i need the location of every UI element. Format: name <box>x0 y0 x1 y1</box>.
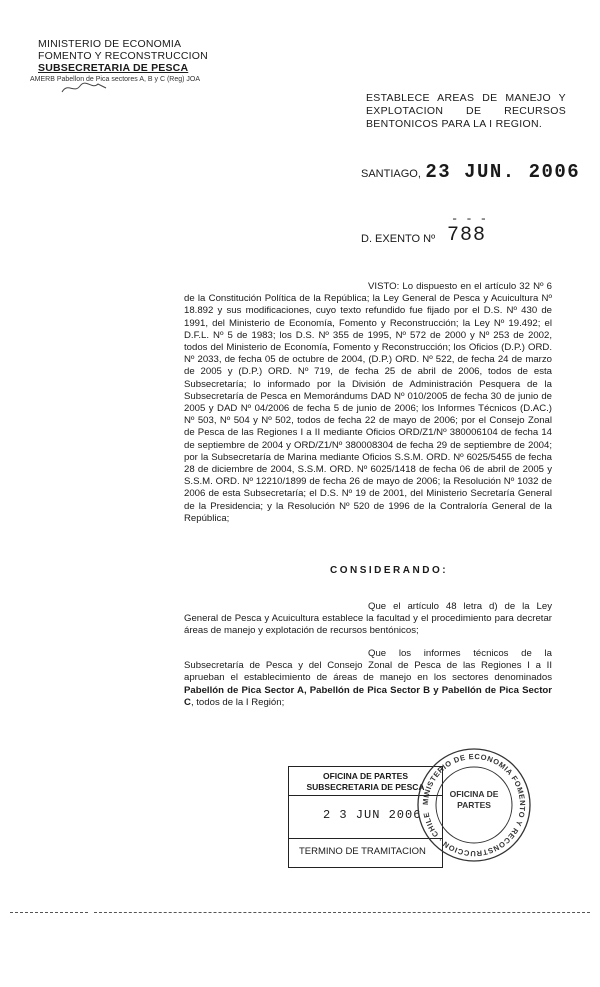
visto-lead: VISTO: Lo dispuesto en el artículo 32 Nº <box>368 281 544 292</box>
visto-text: 6 de la Constitución Política de la República; la Ley General de Pesca y Acuicultura Nº 18.892 y sus modificaciones, cuyo texto refundido fue fijado por el D.S. Nº 430 de 1991, del Ministerio de Economía, Fomento y Reconstrucción; la Ley Nº 19.492; el D.F.L. Nº 5 de 1983; los D.S. Nº 355 de 1995, Nº 572 de 2000 y Nº 253 de 2002, todos del Ministerio de Economía, Fomento y Reconstrucción; los Oficios (D.P.) ORD. Nº 2033, de fecha 05 de octubre de 2004, (D.P.) ORD. Nº 522, de fecha 24 de marzo de 2005 y (D.P.) ORD. Nº 719, de fecha 25 de abril de 2006, todos de esta Subsecretaría; lo informado por la División de Administración Pesquera de la Subsecretaría de Pesca en Memorándums DAD Nº 010/2005 de fecha 30 de junio de 2005 y DAD Nº 04/2006 de fecha 5 de junio de 2006; los Informes Técnicos (D.AC.) Nº 503, Nº 504 y Nº 502, todos de fecha 22 de mayo de 2006; por el Consejo Zonal de Pesca de las Regiones I a II mediante Oficios ORD/Z1/Nº 380006104 de fecha 14 de septiembre de 2004 y ORD/Z1/Nº 380008304 de fecha 29 de septiembre de 2004; por la Subsecretaría de Marina mediante Oficios S.S.M. ORD. Nº 6025/5455 de fecha 28 de diciembre de 2004, S.S.M. ORD. Nº 6025/1418 de fecha 06 de abril de 2005 y S.S.M. ORD. Nº 12210/1899 de fecha 26 de mayo de 2006; la Resolución Nº 1032 de 2006 de esta Subsecretaría; el D.S. Nº 19 de 2001, del Ministerio Secretaría General de la Presidencia; y la Resolución Nº 520 de 1996 de la Contraloría General de la República; <box>184 281 552 524</box>
seal-center-text: OFICINA DE PARTES <box>449 789 499 810</box>
considerando-2-lead: Que los informes técnicos de la <box>368 648 552 659</box>
decree-number <box>447 214 487 247</box>
seal-ring-text: MINISTERIO DE ECONOMIA FOMENTO Y RECONSTRUCCION · CHILE <box>420 751 528 859</box>
considerando-2-text: Subsecretaría de Pesca y del Consejo Zonal de Pesca de las Regiones I a II aprueban el establecimiento de áreas de manejo en los sectores denominados <box>184 660 552 684</box>
ministry-header <box>38 38 208 74</box>
considerando-1-text: General de Pesca y Acuicultura establece la facultad y el procedimiento para decretar áreas de manejo y explotación de recursos bentónicos; <box>184 613 552 637</box>
decree-number-value: 788 <box>447 224 487 247</box>
decree-number-mark: - - - <box>451 212 488 226</box>
considerando-heading: CONSIDERANDO: <box>330 565 449 576</box>
considerando-2-end: , todos de la I Región; <box>190 696 285 708</box>
considerando-1-lead: Que el artículo 48 letra d) de la Ley <box>368 601 552 612</box>
page-edge-line-right <box>94 912 590 913</box>
stamp-subsecretaria: SUBSECRETARIA DE PESCA <box>306 782 425 792</box>
ministry-seal <box>414 745 534 865</box>
ministry-line-1: MINISTERIO DE ECONOMIA <box>38 38 182 50</box>
decree-subject: ESTABLECE AREAS DE MANEJO Y EXPLOTACION DE RECURSOS BENTONICOS PARA LA I REGION. <box>366 92 566 130</box>
stamp-termino: TERMINO DE TRAMITACION <box>299 846 426 857</box>
stamp-office: OFICINA DE PARTES <box>322 771 408 781</box>
considerando-2 <box>184 648 552 709</box>
visto-section <box>184 281 552 525</box>
considerando-1 <box>184 601 552 638</box>
sector-names: Pabellón de Pica Sector A, Pabellón de Pica Sector B y Pabellón de Pica Sector C <box>184 684 552 708</box>
place-date <box>361 161 580 183</box>
page-edge-line-left <box>10 912 88 913</box>
city: SANTIAGO, <box>361 168 421 180</box>
initials-signature <box>60 80 110 101</box>
decree-exento-label: D. EXENTO Nº <box>361 233 436 245</box>
decree-date: 23 JUN. 2006 <box>425 161 581 183</box>
ministry-line-2: FOMENTO Y RECONSTRUCCION <box>38 50 208 62</box>
subsecretaria-line: SUBSECRETARIA DE PESCA <box>38 62 189 74</box>
stamp-date: 2 3 JUN 2006 <box>323 808 422 822</box>
reference-line: AMERB Pabellon de Pica sectores A, B y C (Reg) JOA <box>30 76 201 83</box>
